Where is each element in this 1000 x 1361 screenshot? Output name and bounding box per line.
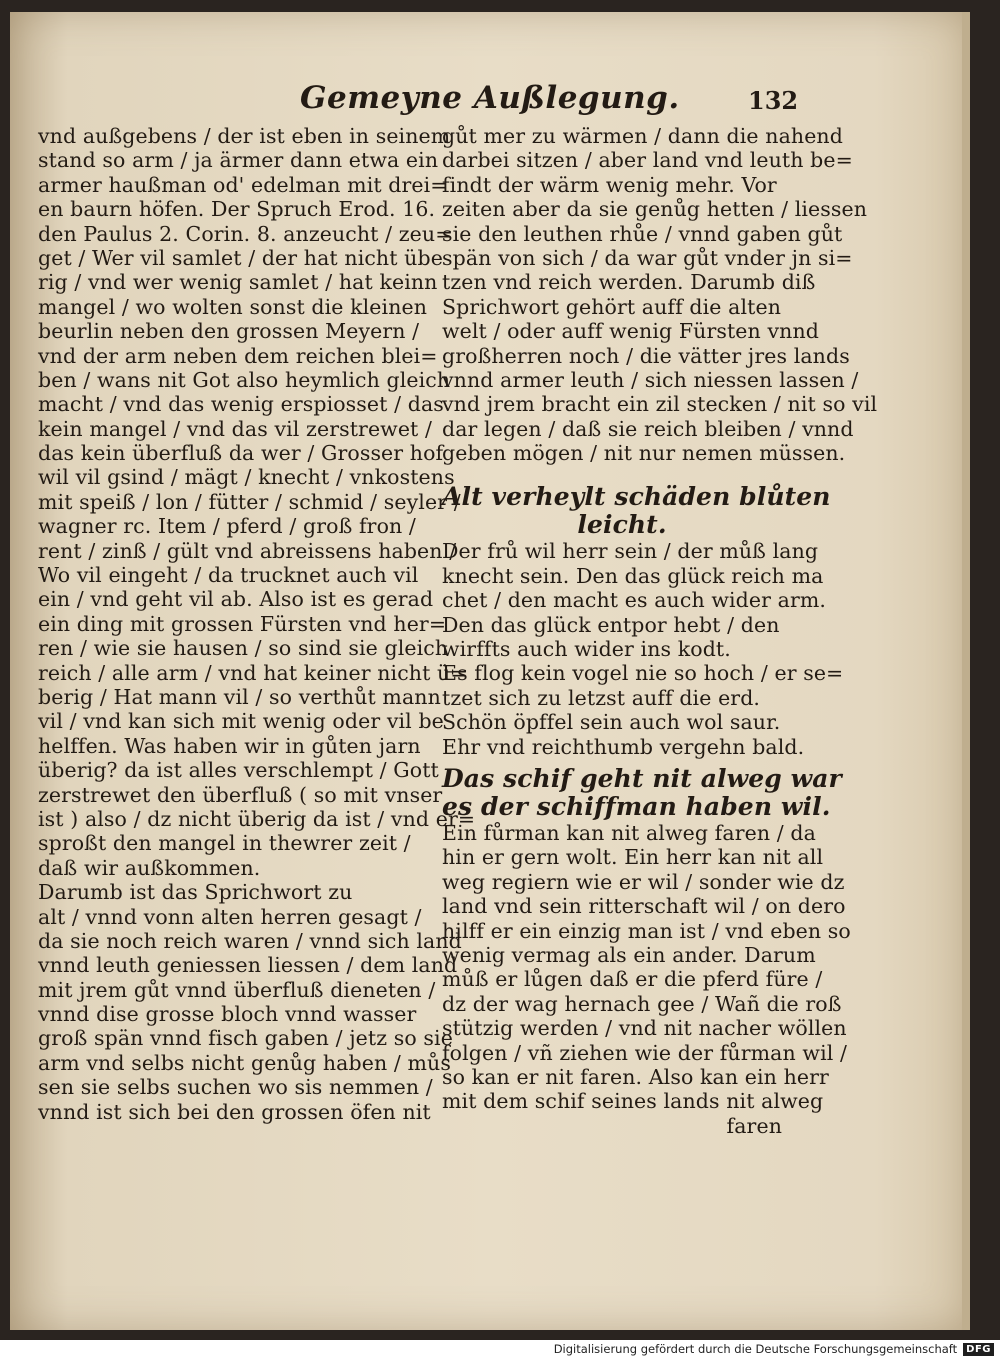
text-line: sie den leuthen rhůe / vnnd gaben gůt <box>442 221 843 246</box>
section-proverb-old-wounds <box>442 482 844 759</box>
text-line: armer haußman od' edelman mit drei= <box>38 172 448 197</box>
text-line: ein ding mit grossen Fürsten vnd her= <box>38 611 447 636</box>
text-line: weg regiern wie er wil / sonder wie dz <box>442 869 845 894</box>
text-line: zerstrewet den überfluß ( so mit vnser <box>38 782 443 807</box>
text-line: findt der wärm wenig mehr. Vor <box>442 172 777 197</box>
section-body <box>442 539 844 759</box>
text-line: sproßt den mangel in thewrer zeit / <box>38 831 411 856</box>
text-line: Es flog kein vogel nie so hoch / er se= <box>442 661 844 686</box>
text-line: dar legen / daß sie reich bleiben / vnnd <box>442 416 854 441</box>
folio-number: 132 <box>748 86 799 115</box>
text-line: alt / vnnd vonn alten herren gesagt / <box>38 904 422 929</box>
text-line: reich / alle arm / vnd hat keiner nicht ü= <box>38 660 468 685</box>
running-header: Gemeyne Außlegung. <box>300 80 680 116</box>
text-line: rent / zinß / gült vnd abreissens haben / <box>38 538 457 563</box>
left-column <box>38 124 476 1124</box>
text-line: überig? da ist alles verschlempt / Gott <box>38 758 439 783</box>
text-line: daß wir außkommen. <box>38 855 261 880</box>
text-line: helffen. Was haben wir in gůten jarn <box>38 733 421 758</box>
text-line: das kein überfluß da wer / Grosser hof <box>38 441 444 466</box>
text-line: macht / vnd das wenig erspiosset / das <box>38 392 444 417</box>
text-line: Schön öpffel sein auch wol saur. <box>442 710 781 735</box>
text-line: vnd jrem bracht ein zil stecken / nit so vil <box>442 392 878 417</box>
text-line: den Paulus 2. Corin. 8. anzeucht / zeu= <box>38 221 453 246</box>
heading-line: Alt verheylt schäden blůten <box>442 482 831 512</box>
text-line: land vnd sein ritterschaft wil / on dero <box>442 894 846 919</box>
text-line: hin er gern wolt. Ein herr kan nit all <box>442 845 824 870</box>
footer-credit-text: Digitalisierung gefördert durch die Deutsche Forschungsgemeinschaft <box>553 1342 958 1356</box>
text-line: wagner rc. Item / pferd / groß fron / <box>38 514 416 539</box>
footer-credit <box>554 1342 994 1356</box>
text-line: mangel / wo wolten sonst die kleinen <box>38 294 428 319</box>
text-line: Sprichwort gehört auff die alten <box>442 294 781 319</box>
text-line: get / Wer vil samlet / der hat nicht übe <box>38 245 443 270</box>
text-line: vnnd leuth geniessen liessen / dem land <box>38 953 458 978</box>
text-line: darbei sitzen / aber land vnd leuth be= <box>442 148 853 173</box>
text-line: stützig werden / vnd nit nacher wöllen <box>442 1016 847 1041</box>
text-line: Den das glück entpor hebt / den <box>442 612 780 637</box>
text-line: Ehr vnd reichthumb vergehn bald. <box>442 734 805 759</box>
text-line: Ein fůrman kan nit alweg faren / da <box>442 820 816 845</box>
text-line: tzet sich zu letzst auff die erd. <box>442 685 761 710</box>
text-line: mit jrem gůt vnnd überfluß dieneten / <box>38 977 436 1002</box>
right-intro-paragraph <box>442 124 878 466</box>
text-line: mit dem schif seines lands nit alweg <box>442 1089 824 1114</box>
text-line: chet / den macht es auch wider arm. <box>442 588 827 613</box>
text-line: wenig vermag als ein ander. Darum <box>442 942 816 967</box>
text-line: zeiten aber da sie genůg hetten / liessen <box>442 197 868 222</box>
heading-line: Das schif geht nit alweg war <box>442 763 842 793</box>
text-line: vil / vnd kan sich mit wenig oder vil be <box>38 709 444 734</box>
text-line: welt / oder auff wenig Fürsten vnnd <box>442 319 819 344</box>
text-line: geben mögen / nit nur nemen müssen. <box>442 441 846 466</box>
dfg-logo-icon: DFG <box>963 1343 994 1356</box>
text-line: ben / wans nit Got also heymlich gleich <box>38 367 451 392</box>
section-heading <box>442 482 831 540</box>
catchword: faren <box>726 1113 782 1138</box>
text-line: Darumb ist das Sprichwort zu <box>38 880 353 905</box>
text-line: da sie noch reich waren / vnnd sich land <box>38 928 462 953</box>
text-line: Wo vil eingeht / da trucknet auch vil <box>38 563 419 588</box>
book-page <box>10 12 970 1330</box>
right-column <box>442 124 878 1138</box>
text-line: můß er lůgen daß er die pferd füre / <box>442 967 823 992</box>
section-proverb-ship <box>442 763 851 1138</box>
text-line: gůt mer zu wärmen / dann die nahend <box>442 124 843 148</box>
heading-line: leicht. <box>577 510 667 540</box>
text-line: vnnd ist sich bei den grossen öfen nit <box>38 1099 431 1124</box>
text-line: dz der wag hernach gee / Wañ die roß <box>442 991 842 1016</box>
text-line: ein / vnd geht vil ab. Also ist es gerad <box>38 587 434 612</box>
text-line: beurlin neben den grossen Meyern / <box>38 319 420 344</box>
text-line: knecht sein. Den das glück reich ma <box>442 563 824 588</box>
text-line: Der frů wil herr sein / der můß lang <box>442 539 819 564</box>
text-line: en baurn höfen. Der Spruch Erod. 16. <box>38 197 436 222</box>
text-line: vnd der arm neben dem reichen blei= <box>38 343 438 368</box>
section-heading <box>442 763 842 821</box>
text-line: rig / vnd wer wenig samlet / hat keinn <box>38 270 438 295</box>
text-line: tzen vnd reich werden. Darumb diß <box>442 270 816 295</box>
text-line: ren / wie sie hausen / so sind sie gleich <box>38 636 449 661</box>
section-body <box>442 820 851 1114</box>
heading-line: es der schiffman haben wil. <box>442 791 831 821</box>
page-edge <box>962 12 970 1330</box>
text-line: spän von sich / da war gůt vnder jn si= <box>442 245 853 270</box>
text-line: wil vil gsind / mägt / knecht / vnkostens <box>38 465 455 490</box>
text-line: folgen / vñ ziehen wie der fůrman wil / <box>442 1040 848 1065</box>
text-line: so kan er nit faren. Also kan ein herr <box>442 1064 829 1089</box>
text-line: mit speiß / lon / fütter / schmid / seyler / <box>38 489 461 514</box>
text-line: stand so arm / ja ärmer dann etwa ein <box>38 148 439 173</box>
text-line: hilff er ein einzig man ist / vnd eben so <box>442 918 851 943</box>
text-line: vnd außgebens / der ist eben in seinem <box>38 124 451 148</box>
text-line: arm vnd selbs nicht genůg haben / můs <box>38 1050 451 1075</box>
text-line: kein mangel / vnd das vil zerstrewet / <box>38 416 433 441</box>
text-line: ist ) also / dz nicht überig da ist / vnd er= <box>38 806 476 831</box>
text-line: vnnd dise grosse bloch vnnd wasser <box>38 1002 417 1027</box>
text-line: wirffts auch wider ins kodt. <box>442 637 731 662</box>
text-line: großherren noch / die vätter jres lands <box>442 343 850 368</box>
text-line: vnnd armer leuth / sich niessen lassen / <box>442 367 859 392</box>
text-line: groß spän vnnd fisch gaben / jetz so sie <box>38 1026 453 1051</box>
text-line: berig / Hat mann vil / so verthůt mann <box>38 684 441 709</box>
text-line: sen sie selbs suchen wo sis nemmen / <box>38 1075 433 1100</box>
